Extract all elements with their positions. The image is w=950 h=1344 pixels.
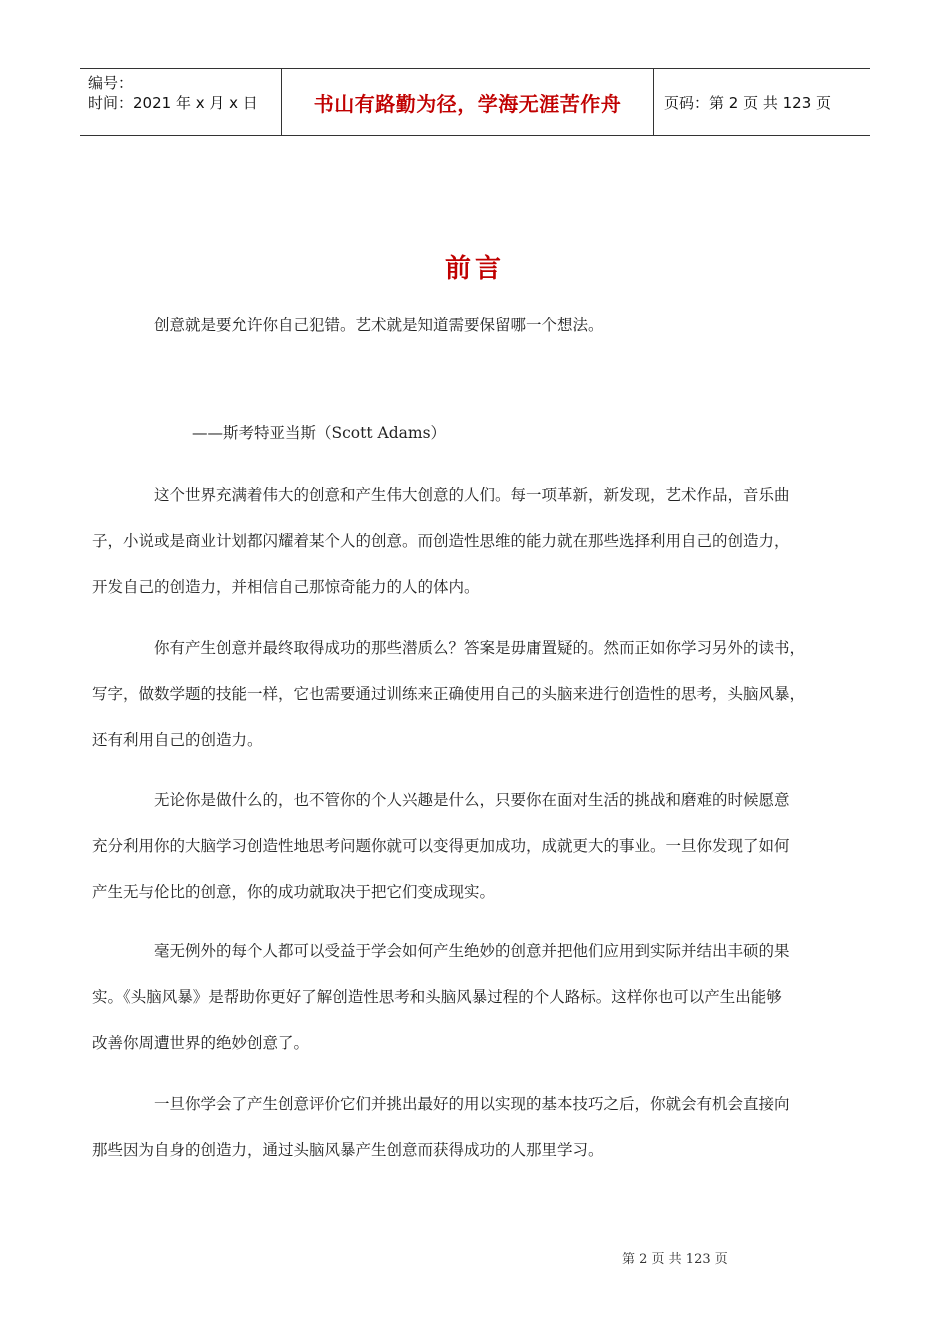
page-title: 前言 [444,254,505,284]
paragraph-line: 还有利用自己的创造力。 [92,731,263,749]
paragraph-4 [92,928,862,1066]
quote [92,302,862,348]
attribution [92,410,862,456]
paragraph-1 [92,472,862,610]
motto-text: 书山有路勤为径，学海无涯苦作舟 [313,91,622,116]
paragraph-line: 实。《头脑风暴》是帮助你更好了解创造性思考和头脑风暴过程的个人路标。这样你也可以产生出能够 [92,988,782,1006]
paragraph-line: 产生无与伦比的创意，你的成功就取决于把它们变成现实。 [92,883,496,901]
paragraph-line: 那些因为自身的创造力，通过头脑风暴产生创意而获得成功的人那里学习。 [92,1141,604,1159]
time-label: 时间：2021 年 x 月 x 日 [88,94,258,112]
paragraph-line: 写字，做数学题的技能一样，它也需要通过训练来正确使用自己的头脑来进行创造性的思考，头脑风暴， [92,685,806,703]
paragraph-2 [92,625,862,763]
quote-text: 创意就是要允许你自己犯错。艺术就是知道需要保留哪一个想法。 [154,316,604,334]
paragraph-line: 子，小说或是商业计划都闪耀着某个人的创意。而创造性思维的能力就在那些选择利用自己的创造力， [92,532,790,550]
paragraph-line: 改善你周遭世界的绝妙创意了。 [92,1034,310,1052]
number-label: 编号： [88,74,134,92]
page-footer: 第 2 页 共 123 页 [622,1252,728,1267]
paragraph-line: 充分利用你的大脑学习创造性地思考问题你就可以变得更加成功，成就更大的事业。一旦你发现了如何 [92,837,790,855]
page-info: 页码：第 2 页 共 123 页 [664,93,832,112]
paragraph-line: 毫无例外的每个人都可以受益于学会如何产生绝妙的创意并把他们应用到实际并结出丰硕的果 [154,942,790,960]
header-meta-cell [80,69,282,135]
paragraph-line: 无论你是做什么的，也不管你的个人兴趣是什么，只要你在面对生活的挑战和磨难的时候愿意 [154,791,790,809]
header-page-cell [654,69,870,135]
page-header [80,68,870,136]
paragraph-line: 开发自己的创造力，并相信自己那惊奇能力的人的体内。 [92,578,480,596]
attribution-text: ——斯考特亚当斯（Scott Adams） [192,424,447,442]
paragraph-3 [92,777,862,915]
paragraph-line: 一旦你学会了产生创意评价它们并挑出最好的用以实现的基本技巧之后，你就会有机会直接向 [154,1095,790,1113]
paragraph-5 [92,1081,862,1173]
paragraph-line: 你有产生创意并最终取得成功的那些潜质么？答案是毋庸置疑的。然而正如你学习另外的读书， [154,639,806,657]
header-motto-cell [282,69,654,135]
paragraph-line: 这个世界充满着伟大的创意和产生伟大创意的人们。每一项革新，新发现，艺术作品，音乐曲 [154,486,790,504]
